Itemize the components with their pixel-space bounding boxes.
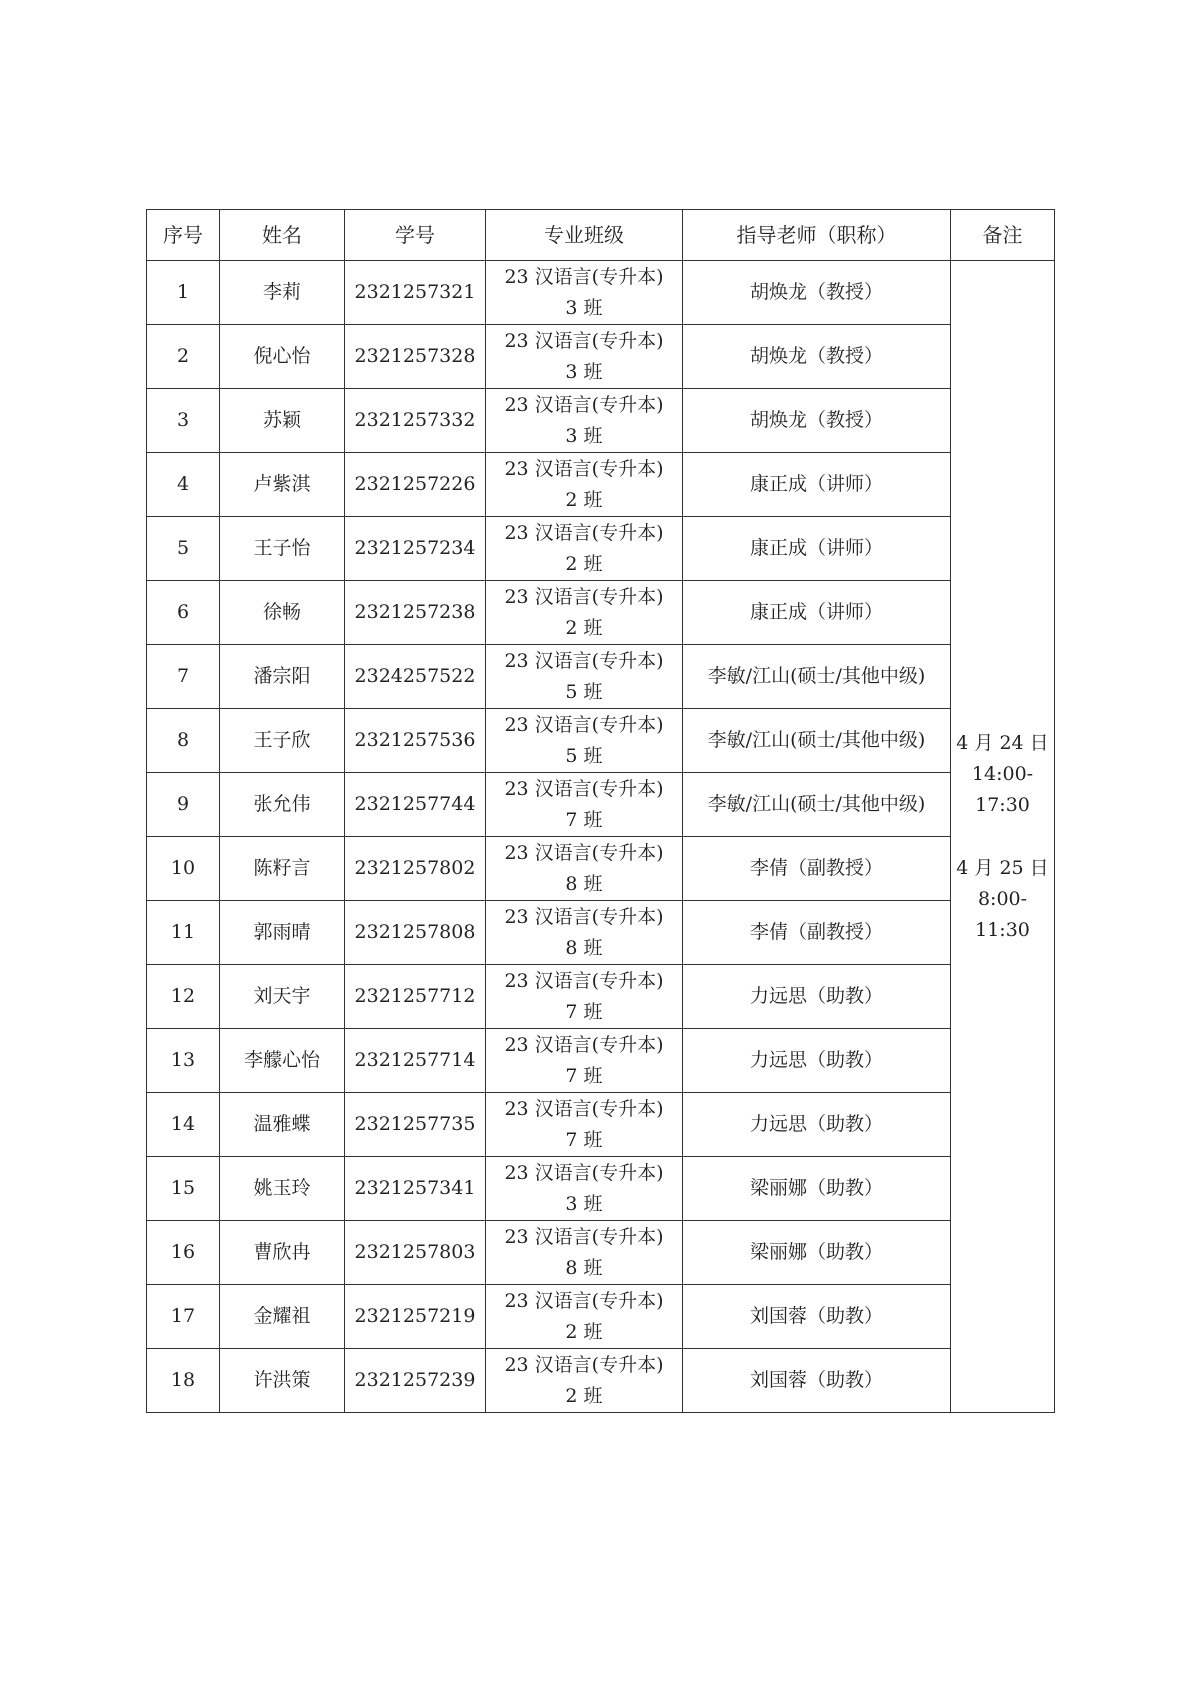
class-major: 23 汉语言(专升本)	[504, 713, 664, 736]
row-no: 6	[147, 581, 220, 645]
class-major: 23 汉语言(专升本)	[504, 905, 664, 928]
class-number: 8 班	[565, 872, 603, 895]
table-row	[147, 837, 1055, 901]
advisor: 康正成（讲师）	[683, 581, 951, 645]
student-id: 2321257808	[345, 901, 486, 965]
table-row	[147, 261, 1055, 325]
row-no: 13	[147, 1029, 220, 1093]
student-class	[486, 453, 683, 517]
class-number: 3 班	[565, 360, 603, 383]
table-row	[147, 1221, 1055, 1285]
advisor: 梁丽娜（助教）	[683, 1157, 951, 1221]
student-id: 2321257328	[345, 325, 486, 389]
advisor: 刘国蓉（助教）	[683, 1285, 951, 1349]
student-name: 倪心怡	[220, 325, 345, 389]
class-number: 2 班	[565, 1384, 603, 1407]
session1-date: 4 月 24 日	[956, 731, 1049, 754]
session2-time-end: 11:30	[975, 918, 1030, 941]
student-name: 苏颖	[220, 389, 345, 453]
class-number: 2 班	[565, 552, 603, 575]
header-advisor: 指导老师（职称）	[683, 210, 951, 261]
class-number: 7 班	[565, 1000, 603, 1023]
row-no: 15	[147, 1157, 220, 1221]
row-no: 10	[147, 837, 220, 901]
header-note: 备注	[951, 210, 1055, 261]
class-number: 5 班	[565, 680, 603, 703]
class-number: 2 班	[565, 1320, 603, 1343]
student-id: 2324257522	[345, 645, 486, 709]
student-name: 姚玉玲	[220, 1157, 345, 1221]
table-row	[147, 1029, 1055, 1093]
header-name: 姓名	[220, 210, 345, 261]
advisor: 力远思（助教）	[683, 1093, 951, 1157]
advisor: 康正成（讲师）	[683, 453, 951, 517]
class-number: 7 班	[565, 1064, 603, 1087]
class-major: 23 汉语言(专升本)	[504, 777, 664, 800]
advisor: 胡焕龙（教授）	[683, 261, 951, 325]
class-major: 23 汉语言(专升本)	[504, 1033, 664, 1056]
student-name: 陈籽言	[220, 837, 345, 901]
table-row	[147, 581, 1055, 645]
student-class	[486, 1029, 683, 1093]
advisor: 胡焕龙（教授）	[683, 325, 951, 389]
student-id: 2321257735	[345, 1093, 486, 1157]
student-class	[486, 645, 683, 709]
table-row	[147, 965, 1055, 1029]
row-no: 1	[147, 261, 220, 325]
advisor: 胡焕龙（教授）	[683, 389, 951, 453]
class-number: 3 班	[565, 424, 603, 447]
table-row	[147, 325, 1055, 389]
student-id: 2321257239	[345, 1349, 486, 1413]
class-number: 2 班	[565, 616, 603, 639]
student-class	[486, 1349, 683, 1413]
row-no: 16	[147, 1221, 220, 1285]
student-class	[486, 517, 683, 581]
student-class	[486, 901, 683, 965]
class-major: 23 汉语言(专升本)	[504, 457, 664, 480]
student-name: 许洪策	[220, 1349, 345, 1413]
row-no: 4	[147, 453, 220, 517]
student-id: 2321257803	[345, 1221, 486, 1285]
class-major: 23 汉语言(专升本)	[504, 521, 664, 544]
class-major: 23 汉语言(专升本)	[504, 1353, 664, 1376]
note-spacer	[951, 821, 1054, 853]
student-class	[486, 1157, 683, 1221]
table-row	[147, 901, 1055, 965]
student-name: 王子怡	[220, 517, 345, 581]
row-no: 8	[147, 709, 220, 773]
table-row	[147, 1349, 1055, 1413]
student-name: 潘宗阳	[220, 645, 345, 709]
table-body	[147, 261, 1055, 1413]
note-schedule	[951, 728, 1054, 946]
row-no: 18	[147, 1349, 220, 1413]
student-name: 郭雨晴	[220, 901, 345, 965]
student-id: 2321257714	[345, 1029, 486, 1093]
header-student-id: 学号	[345, 210, 486, 261]
student-id: 2321257341	[345, 1157, 486, 1221]
student-class	[486, 773, 683, 837]
advisor: 李倩（副教授）	[683, 837, 951, 901]
row-no: 5	[147, 517, 220, 581]
student-class	[486, 581, 683, 645]
advisor: 力远思（助教）	[683, 965, 951, 1029]
header-class: 专业班级	[486, 210, 683, 261]
class-major: 23 汉语言(专升本)	[504, 329, 664, 352]
student-id: 2321257238	[345, 581, 486, 645]
student-name: 卢紫淇	[220, 453, 345, 517]
class-major: 23 汉语言(专升本)	[504, 649, 664, 672]
table-row	[147, 453, 1055, 517]
class-number: 8 班	[565, 1256, 603, 1279]
advisor: 李敏/江山(硕士/其他中级)	[683, 773, 951, 837]
row-no: 2	[147, 325, 220, 389]
header-no: 序号	[147, 210, 220, 261]
student-name: 温雅蝶	[220, 1093, 345, 1157]
student-name: 李莉	[220, 261, 345, 325]
student-class	[486, 1285, 683, 1349]
session2-date: 4 月 25 日	[956, 856, 1049, 879]
advisor: 李倩（副教授）	[683, 901, 951, 965]
student-class	[486, 1093, 683, 1157]
student-name: 金耀祖	[220, 1285, 345, 1349]
student-id: 2321257219	[345, 1285, 486, 1349]
student-id: 2321257712	[345, 965, 486, 1029]
class-major: 23 汉语言(专升本)	[504, 1161, 664, 1184]
student-class	[486, 389, 683, 453]
table-row	[147, 709, 1055, 773]
class-major: 23 汉语言(专升本)	[504, 393, 664, 416]
class-number: 8 班	[565, 936, 603, 959]
table-row	[147, 645, 1055, 709]
class-major: 23 汉语言(专升本)	[504, 585, 664, 608]
class-number: 5 班	[565, 744, 603, 767]
table-row	[147, 773, 1055, 837]
student-id: 2321257226	[345, 453, 486, 517]
table-header-row	[147, 210, 1055, 261]
session1-time-start: 14:00-	[971, 762, 1034, 785]
student-id: 2321257802	[345, 837, 486, 901]
student-name: 王子欣	[220, 709, 345, 773]
student-id: 2321257321	[345, 261, 486, 325]
row-no: 14	[147, 1093, 220, 1157]
advisor: 康正成（讲师）	[683, 517, 951, 581]
student-class	[486, 1221, 683, 1285]
row-no: 12	[147, 965, 220, 1029]
student-class	[486, 837, 683, 901]
table-row	[147, 1285, 1055, 1349]
student-id: 2321257332	[345, 389, 486, 453]
row-no: 17	[147, 1285, 220, 1349]
table-row	[147, 1093, 1055, 1157]
table-row	[147, 389, 1055, 453]
class-major: 23 汉语言(专升本)	[504, 1289, 664, 1312]
class-major: 23 汉语言(专升本)	[504, 1097, 664, 1120]
session1-time-end: 17:30	[975, 793, 1030, 816]
class-major: 23 汉语言(专升本)	[504, 265, 664, 288]
class-number: 7 班	[565, 1128, 603, 1151]
table-row	[147, 1157, 1055, 1221]
row-no: 11	[147, 901, 220, 965]
advisor: 刘国蓉（助教）	[683, 1349, 951, 1413]
advisor: 李敏/江山(硕士/其他中级)	[683, 645, 951, 709]
student-name: 张允伟	[220, 773, 345, 837]
student-id: 2321257744	[345, 773, 486, 837]
student-name: 刘天宇	[220, 965, 345, 1029]
class-major: 23 汉语言(专升本)	[504, 841, 664, 864]
row-no: 3	[147, 389, 220, 453]
class-major: 23 汉语言(专升本)	[504, 1225, 664, 1248]
row-no: 9	[147, 773, 220, 837]
student-class	[486, 261, 683, 325]
table-row	[147, 517, 1055, 581]
advisor: 力远思（助教）	[683, 1029, 951, 1093]
student-roster-table	[146, 209, 1055, 1413]
student-name: 李艨心怡	[220, 1029, 345, 1093]
note-cell	[951, 261, 1055, 1413]
student-class	[486, 325, 683, 389]
student-class	[486, 965, 683, 1029]
class-number: 2 班	[565, 488, 603, 511]
student-id: 2321257234	[345, 517, 486, 581]
student-id: 2321257536	[345, 709, 486, 773]
session2-time-start: 8:00-	[977, 887, 1028, 910]
class-number: 3 班	[565, 296, 603, 319]
student-name: 徐畅	[220, 581, 345, 645]
student-class	[486, 709, 683, 773]
class-major: 23 汉语言(专升本)	[504, 969, 664, 992]
student-name: 曹欣冉	[220, 1221, 345, 1285]
class-number: 3 班	[565, 1192, 603, 1215]
advisor: 李敏/江山(硕士/其他中级)	[683, 709, 951, 773]
advisor: 梁丽娜（助教）	[683, 1221, 951, 1285]
row-no: 7	[147, 645, 220, 709]
class-number: 7 班	[565, 808, 603, 831]
